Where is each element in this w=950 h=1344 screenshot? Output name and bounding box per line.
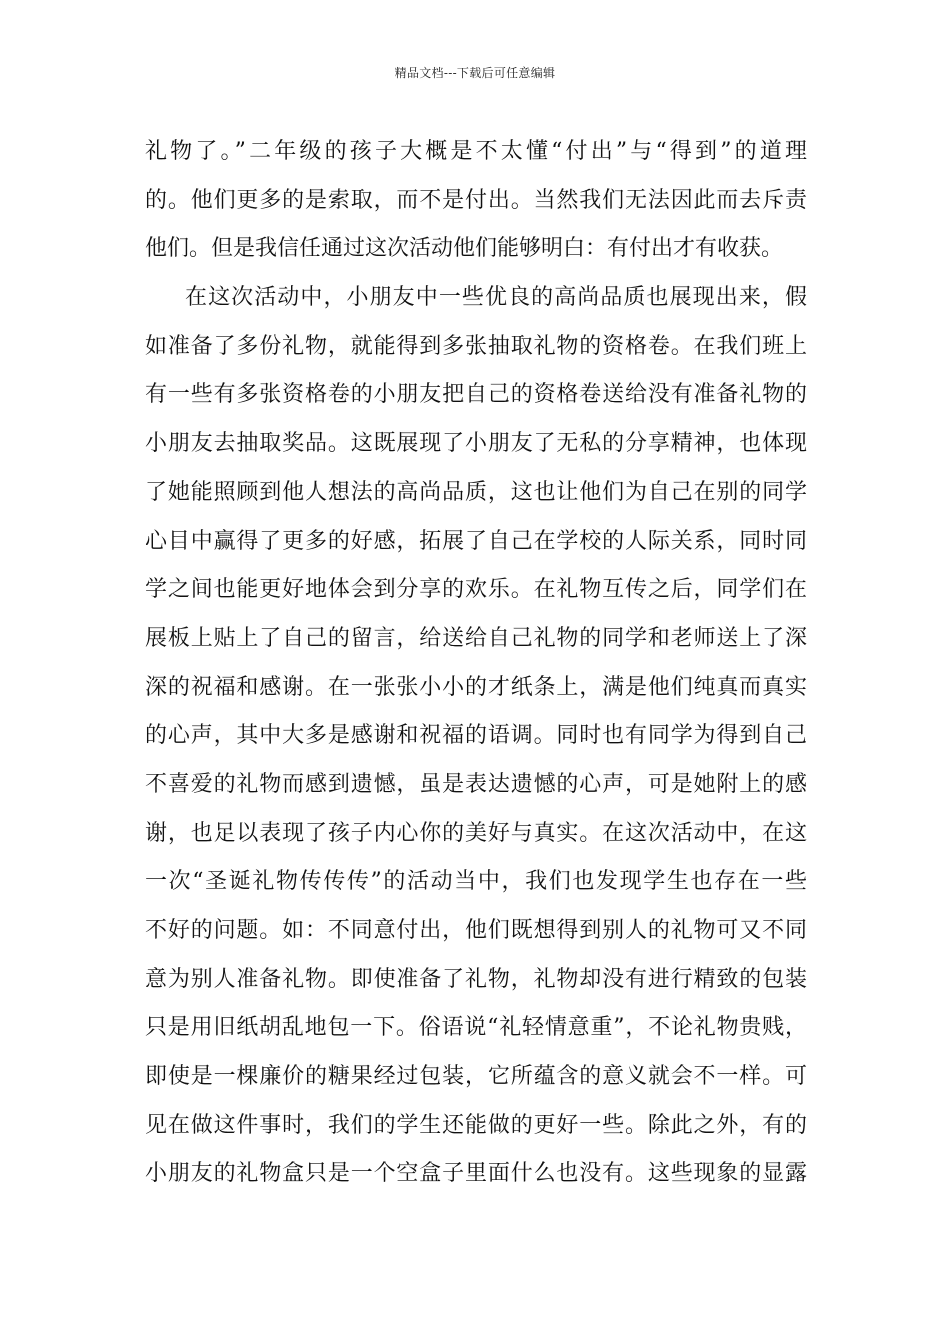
- paragraph-2-line-16: 只是用旧纸胡乱地包一下。俗语说“礼轻情意重”，不论礼物贵贱，: [145, 1015, 807, 1041]
- paragraph-2-line-3: 有一些有多张资格卷的小朋友把自己的资格卷送给没有准备礼物的: [145, 382, 807, 408]
- paragraph-2-line-12: 谢，也足以表现了孩子内心你的美好与真实。在这次活动中，在这: [145, 820, 807, 846]
- paragraph-2-line-1: 在这次活动中，小朋友中一些优良的高尚品质也展现出来，假: [185, 285, 807, 311]
- paragraph-2-line-11: 不喜爱的礼物而感到遗憾，虽是表达遗憾的心声，可是她附上的感: [145, 771, 807, 797]
- paragraph-1-line-3: 他们。但是我信任通过这次活动他们能够明白：有付出才有收获。: [145, 236, 784, 262]
- paragraph-2-line-8: 展板上贴上了自己的留言，给送给自己礼物的同学和老师送上了深: [145, 625, 807, 651]
- paragraph-2-line-2: 如准备了多份礼物，就能得到多张抽取礼物的资格卷。在我们班上: [145, 333, 807, 359]
- paragraph-2-line-17: 即使是一棵廉价的糖果经过包装，它所蕴含的意义就会不一样。可: [145, 1064, 807, 1090]
- paragraph-2-line-15: 意为别人准备礼物。即使准备了礼物，礼物却没有进行精致的包装: [145, 966, 807, 992]
- paragraph-2-line-5: 了她能照顾到他人想法的高尚品质，这也让他们为自己在别的同学: [145, 479, 807, 505]
- document-body: [145, 128, 807, 1199]
- paragraph-2-line-7: 学之间也能更好地体会到分享的欢乐。在礼物互传之后，同学们在: [145, 577, 807, 603]
- paragraph-2-line-18: 见在做这件事时，我们的学生还能做的更好一些。除此之外，有的: [145, 1112, 807, 1138]
- paragraph-2-line-10: 的心声，其中大多是感谢和祝福的语调。同时也有同学为得到自己: [145, 723, 807, 749]
- paragraph-2-line-14: 不好的问题。如：不同意付出，他们既想得到别人的礼物可又不同: [145, 918, 807, 943]
- paragraph-2-line-13: 一次“圣诞礼物传传传”的活动当中，我们也发现学生也存在一些: [145, 869, 807, 895]
- paragraph-2-line-9: 深的祝福和感谢。在一张张小小的才纸条上，满是他们纯真而真实: [145, 674, 807, 700]
- page-header: 精品文档---下载后可任意编辑: [394, 66, 556, 80]
- paragraph-2-line-4: 小朋友去抽取奖品。这既展现了小朋友了无私的分享精神，也体现: [145, 431, 807, 457]
- paragraph-1-line-2: 的。他们更多的是索取，而不是付出。当然我们无法因此而去斥责: [145, 187, 807, 213]
- paragraph-2-line-6: 心目中赢得了更多的好感，拓展了自己在学校的人际关系，同时同: [145, 528, 807, 554]
- paragraph-1-line-1: 礼物了。”二年级的孩子大概是不太懂“付出”与“得到”的道理: [145, 139, 807, 164]
- paragraph-2-line-19: 小朋友的礼物盒只是一个空盒子里面什么也没有。这些现象的显露: [145, 1161, 807, 1187]
